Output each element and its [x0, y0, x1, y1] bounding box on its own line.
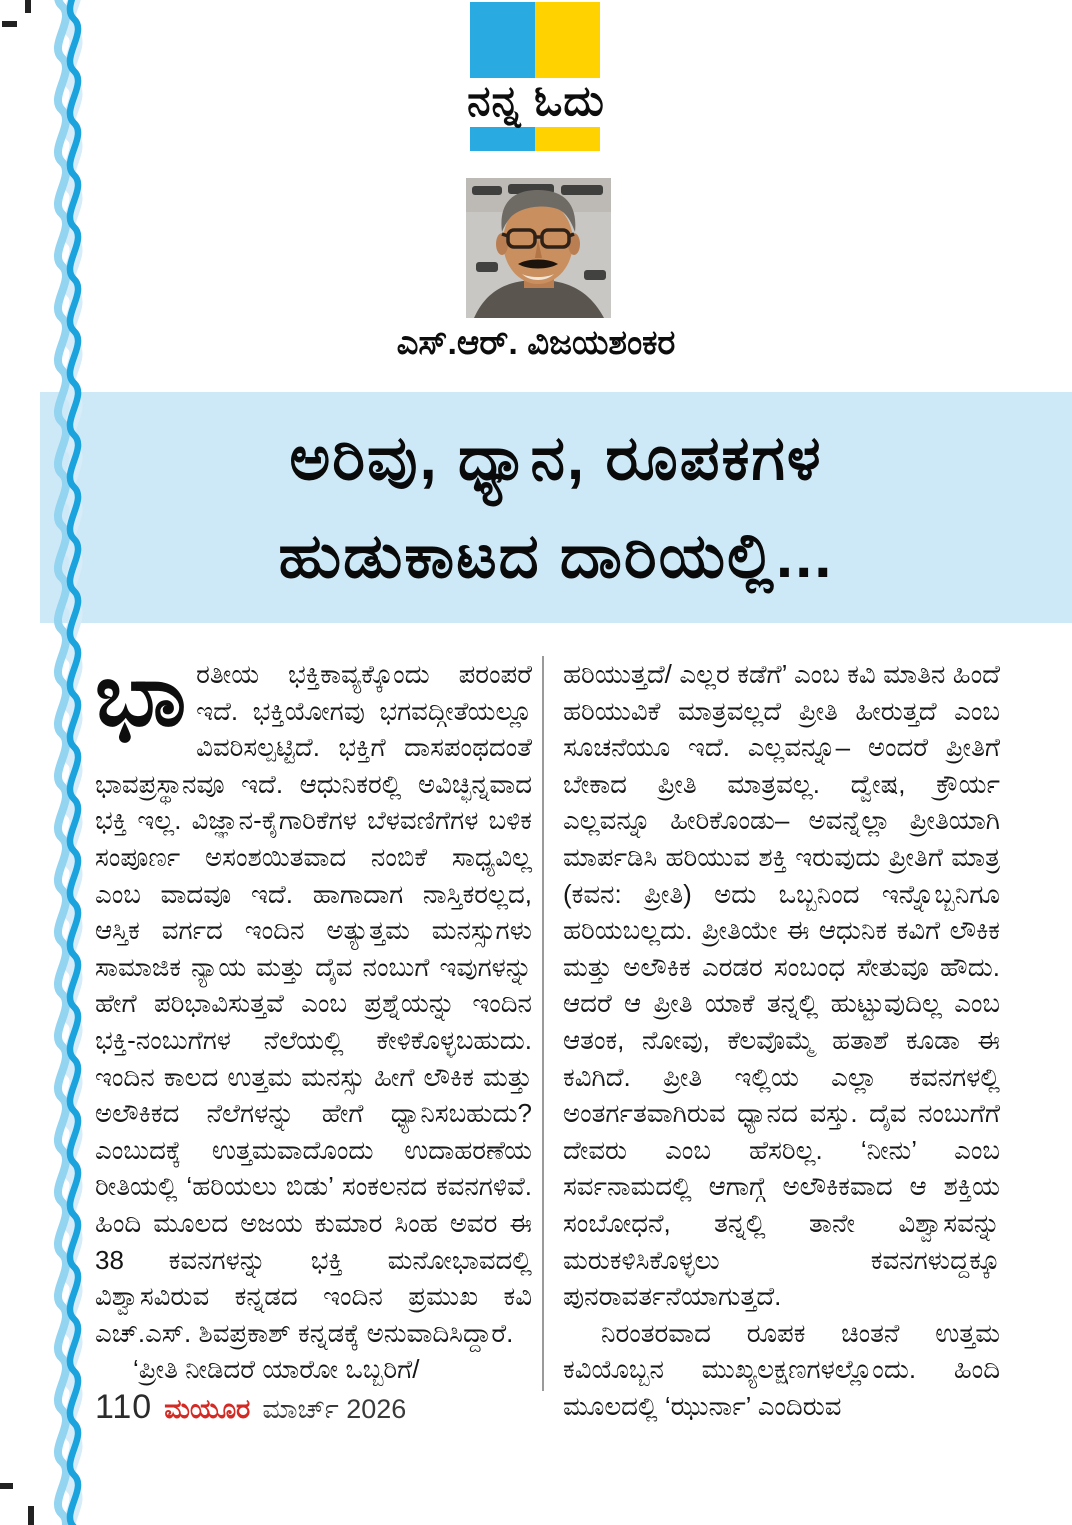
magazine-name: ಮಯೂರ [164, 1394, 251, 1424]
section-kicker-title: ನನ್ನ ಓದು [467, 77, 605, 124]
paragraph [95, 645, 532, 1351]
print-mark-bottom-vertical [28, 1506, 34, 1525]
author-photo [466, 178, 611, 318]
logo-cyan-block [470, 2, 535, 78]
article-title-banner [40, 392, 1072, 623]
page-footer [95, 1388, 406, 1427]
paragraph-text: ರತೀಯ ಭಕ್ತಿಕಾವ್ಯಕ್ಕೊಂದು ಪರಂಪರೆ ಇದೆ. ಭಕ್ತಿಯೋಗವು ಭಗವದ್ಗೀತೆಯಲ್ಲೂ ವಿವರಿಸಲ್ಪಟ್ಟಿದೆ. ಭಕ್ತಿಗೆ ದಾಸಪಂಥದಂತೆ ಭಾವಪ್ರಸ್ಥಾನವೂ ಇದೆ. ಆಧುನಿಕರಲ್ಲಿ ಅವಿಚ್ಛಿನ್ನವಾದ ಭಕ್ತಿ ಇಲ್ಲ. ವಿಜ್ಞಾನ-ಕೈಗಾರಿಕೆಗಳ ಬೆಳವಣಿಗೆಗಳ ಬಳಿಕ ಸಂಪೂರ್ಣ ಅಸಂಶಯಿತವಾದ ನಂಬಿಕೆ ಸಾಧ್ಯವಿಲ್ಲ ಎಂಬ ವಾದವೂ ಇದೆ. ಹಾಗಾದಾಗ ನಾಸ್ತಿಕರಲ್ಲದ, ಆಸ್ತಿಕ ವರ್ಗದ ಇಂದಿನ ಅತ್ಯುತ್ತಮ ಮನಸ್ಸುಗಳು ಸಾಮಾಜಿಕ ನ್ಯಾಯ ಮತ್ತು ದೈವ ನಂಬುಗೆ ಇವುಗಳನ್ನು ಹೇಗೆ ಪರಿಭಾವಿಸುತ್ತವೆ ಎಂಬ ಪ್ರಶ್ನೆಯನ್ನು ಇಂದಿನ ಭಕ್ತಿ-ನಂಬುಗೆಗಳ ನೆಲೆಯಲ್ಲಿ ಕೇಳಿಕೊಳ್ಳಬಹುದು. ಇಂದಿನ ಕಾಲದ ಉತ್ತಮ ಮನಸ್ಸು ಹೀಗೆ ಲೌಕಿಕ ಮತ್ತು ಅಲೌಕಿಕದ ನೆಲೆಗಳನ್ನು ಹೇಗೆ ಧ್ಯಾನಿಸಬಹುದು? ಎಂಬುದಕ್ಕೆ ಉತ್ತಮವಾದೊಂದು ಉದಾಹರಣೆಯ ರೀತಿಯಲ್ಲಿ ‘ಹರಿಯಲು ಬಿಡು’ ಸಂಕಲನದ ಕವನಗಳಿವೆ. ಹಿಂದಿ ಮೂಲದ ಅಜಯ ಕುಮಾರ ಸಿಂಹ ಅವರ ಈ 38 ಕವನಗಳನ್ನು ಭಕ್ತಿ ಮನೋಭಾವದಲ್ಲಿ ವಿಶ್ವಾಸವಿರುವ ಕನ್ನಡದ ಇಂದಿನ ಪ್ರಮುಖ ಕವಿ ಎಚ್.ಎಸ್. ಶಿವಪ್ರಕಾಶ್ ಕನ್ನಡಕ್ಕೆ ಅನುವಾದಿಸಿದ್ದಾರೆ. [95, 659, 532, 1348]
section-logo-strip [470, 127, 600, 151]
paragraph: ಹರಿಯುತ್ತದೆ/ ಎಲ್ಲರ ಕಡೆಗೆ’ ಎಂಬ ಕವಿ ಮಾತಿನ ಹಿಂದೆ ಹರಿಯುವಿಕೆ ಮಾತ್ರವಲ್ಲದೆ ಪ್ರೀತಿ ಹೀರುತ್ತದೆ ಎಂಬ ಸೂಚನೆಯೂ ಇದೆ. ಎಲ್ಲವನ್ನೂ– ಅಂದರೆ ಪ್ರೀತಿಗೆ ಬೇಕಾದ ಪ್ರೀತಿ ಮಾತ್ರವಲ್ಲ. ದ್ವೇಷ, ಕ್ರೌರ್ಯ ಎಲ್ಲವನ್ನೂ ಹೀರಿಕೊಂಡು– ಅವನ್ನೆಲ್ಲಾ ಪ್ರೀತಿಯಾಗಿ ಮಾರ್ಪಡಿಸಿ ಹರಿಯುವ ಶಕ್ತಿ ಇರುವುದು ಪ್ರೀತಿಗೆ ಮಾತ್ರ (ಕವನ: ಪ್ರೀತಿ) ಅದು ಒಬ್ಬನಿಂದ ಇನ್ನೊಬ್ಬನಿಗೂ ಹರಿಯಬಲ್ಲದು. ಪ್ರೀತಿಯೇ ಈ ಆಧುನಿಕ ಕವಿಗೆ ಲೌಕಿಕ ಮತ್ತು ಅಲೌಕಿಕ ಎರಡರ ಸಂಬಂಧ ಸೇತುವೂ ಹೌದು. ಆದರೆ ಆ ಪ್ರೀತಿ ಯಾಕೆ ತನ್ನಲ್ಲಿ ಹುಟ್ಟುವುದಿಲ್ಲ ಎಂಬ ಆತಂಕ, ನೋವು, ಕೆಲವೊಮ್ಮೆ ಹತಾಶೆ ಕೂಡಾ ಈ ಕವಿಗಿದೆ. ಪ್ರೀತಿ ಇಲ್ಲಿಯ ಎಲ್ಲಾ ಕವನಗಳಲ್ಲಿ ಅಂತರ್ಗತವಾಗಿರುವ ಧ್ಯಾನದ ವಸ್ತು. ದೈವ ನಂಬುಗೆಗೆ ದೇವರು ಎಂಬ ಹೆಸರಿಲ್ಲ. ‘ನೀನು’ ಎಂಬ ಸರ್ವನಾಮದಲ್ಲಿ ಆಗಾಗ್ಗೆ ಅಲೌಕಿಕವಾದ ಆ ಶಕ್ತಿಯ ಸಂಬೋಧನೆ, ತನ್ನಲ್ಲಿ ತಾನೇ ವಿಶ್ವಾಸವನ್ನು ಮರುಕಳಿಸಿಕೊಳ್ಳಲು ಕವನಗಳುದ್ದಕ್ಕೂ ಪುನರಾವರ್ತನೆಯಾಗುತ್ತದೆ. [563, 659, 1000, 1312]
column-divider [542, 656, 544, 1391]
article-title-line-1: ಅರಿವು, ಧ್ಯಾನ, ರೂಪಕಗಳ [289, 423, 823, 493]
article-column-1 [95, 645, 532, 1391]
logo-strip-yellow-block [535, 127, 600, 151]
wave-border-decoration [36, 0, 116, 1525]
drop-cap: ಭಾ [95, 645, 187, 744]
paragraph: ‘ಪ್ರೀತಿ ನೀಡಿದರೆ ಯಾರೋ ಒಬ್ಬರಿಗೆ/ [133, 1354, 420, 1385]
paragraph: ನಿರಂತರವಾದ ರೂಪಕ ಚಿಂತನೆ ಉತ್ತಮ ಕವಿಯೊಬ್ಬನ ಮುಖ್ಯಲಕ್ಷಣಗಳಲ್ಲೊಂದು. ಹಿಂದಿ ಮೂಲದಲ್ಲಿ ‘ಝುರ್ನಾ’ ಎಂದಿರುವ [563, 1317, 1000, 1421]
author-name: ಎಸ್.ಆರ್. ವಿಜಯಶಂಕರ [396, 324, 676, 362]
article-title-line-2: ಹುಡುಕಾಟದ ದಾರಿಯಲ್ಲಿ... [278, 521, 834, 591]
page-number: 110 [95, 1388, 153, 1426]
logo-yellow-block [535, 2, 600, 78]
logo-strip-cyan-block [470, 127, 535, 151]
section-logo [470, 2, 600, 78]
print-mark-top-horizontal [2, 21, 17, 27]
article-column-2 [563, 656, 1000, 1421]
issue-date: ಮಾರ್ಚ್ 2026 [262, 1394, 407, 1424]
print-mark-bottom-horizontal [0, 1483, 13, 1489]
print-mark-top-vertical [25, 0, 31, 13]
